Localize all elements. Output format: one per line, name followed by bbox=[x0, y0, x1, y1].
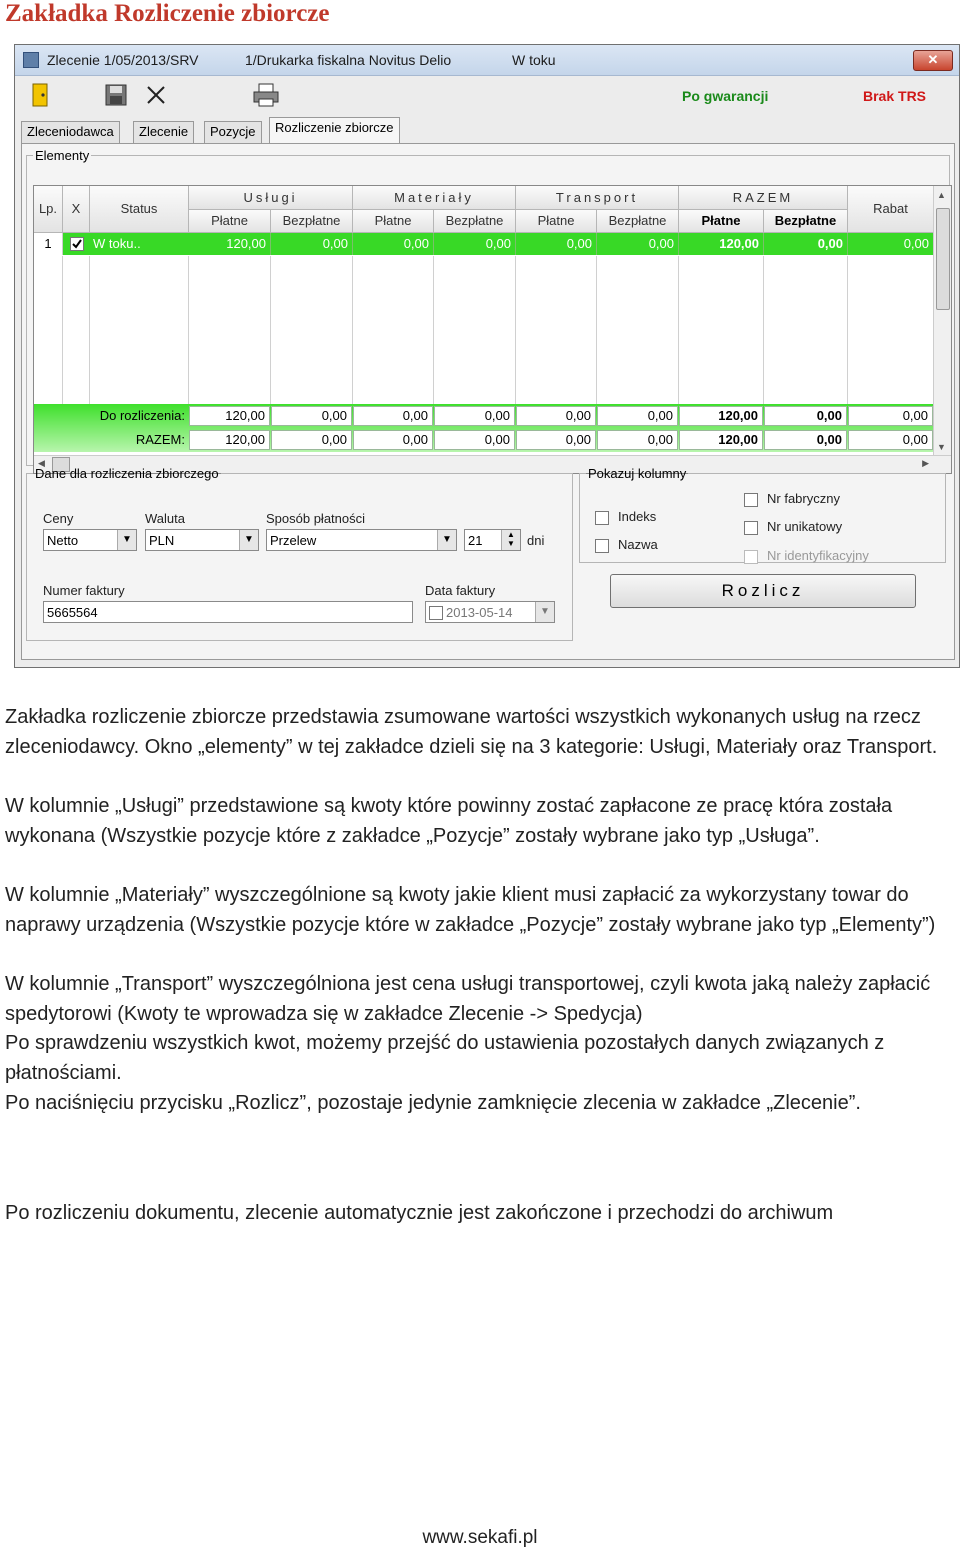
door-exit-icon[interactable] bbox=[27, 82, 53, 108]
row-materialy-platne: 0,00 bbox=[353, 233, 434, 255]
summary-value: 0,00 bbox=[597, 406, 678, 426]
row-status: W toku.. bbox=[93, 236, 141, 251]
group-transport: Transport bbox=[516, 186, 679, 210]
printer-icon[interactable] bbox=[251, 82, 277, 108]
row-rabat: 0,00 bbox=[903, 236, 929, 251]
row-uslugi-bezplatne: 0,00 bbox=[271, 233, 353, 255]
scroll-down-icon[interactable]: ▼ bbox=[937, 442, 946, 452]
paragraph: Po sprawdzeniu wszystkich kwot, możemy przejść do ustawienia pozostałych danych związanych z płatnościami. bbox=[5, 1032, 885, 1084]
group-uslugi: Usługi bbox=[189, 186, 353, 210]
row-transport-platne: 0,00 bbox=[516, 233, 597, 255]
summary-value: 0,00 bbox=[597, 430, 678, 450]
final-note: Po rozliczeniu dokumentu, zlecenie automatycznie jest zakończone i przechodzi do archiwum bbox=[5, 1202, 834, 1224]
nazwa-checkbox[interactable] bbox=[595, 539, 609, 553]
ceny-select[interactable] bbox=[43, 529, 137, 551]
row-lp: 1 bbox=[44, 236, 52, 251]
elements-group bbox=[26, 148, 950, 466]
sposob-platnosci-select[interactable] bbox=[266, 529, 457, 551]
paragraph: Po naciśnięciu przycisku „Rozlicz”, pozostaje jedynie zamknięcie zlecenia w zakładce „Zlecenie”. bbox=[5, 1092, 861, 1114]
summary-value: 0,00 bbox=[764, 430, 847, 450]
cancel-icon[interactable] bbox=[143, 82, 169, 108]
summary-value: 120,00 bbox=[189, 406, 270, 426]
scroll-left-icon[interactable]: ◀ bbox=[38, 458, 45, 468]
app-window bbox=[14, 44, 960, 668]
col-lp[interactable]: Lp. bbox=[34, 186, 63, 233]
show-columns-legend: Pokazuj kolumny bbox=[588, 466, 687, 481]
paragraph: W kolumnie „Transport” wyszczególniona jest cena usługi transportowej, czyli kwota jaką należy zapłacić spedytorowi (Kwoty te wprowadza się w zakładce Zlecenie -> Spedycja) bbox=[5, 973, 931, 1025]
paragraph: Zakładka rozliczenie zbiorcze przedstawia zsumowane wartości wszystkich wykonanych usług na rzecz zleceniodawcy. Okno „elementy” w tej zakładce dzieli się na 3 kategorie: Usługi, Materiały oraz Transport. bbox=[5, 706, 938, 758]
summary-value: 0,00 bbox=[271, 430, 352, 450]
group-materialy: Materiały bbox=[353, 186, 516, 210]
summary-label: RAZEM: bbox=[135, 432, 185, 447]
group-razem: RAZEM bbox=[679, 186, 848, 210]
row-uslugi-platne: 120,00 bbox=[189, 233, 271, 255]
billing-data-group bbox=[26, 466, 573, 641]
chevron-down-icon[interactable]: ▼ bbox=[535, 602, 554, 622]
scroll-right-icon[interactable]: ▶ bbox=[922, 458, 929, 468]
dni-label: dni bbox=[527, 533, 545, 548]
warranty-status: Po gwarancji bbox=[682, 88, 769, 104]
summary-value: 0,00 bbox=[434, 430, 515, 450]
billing-legend: Dane dla rozliczenia zbiorczego bbox=[35, 466, 219, 481]
col-uslugi-platne[interactable]: Płatne bbox=[189, 210, 271, 233]
col-razem-bezplatne[interactable]: Bezpłatne bbox=[764, 210, 848, 233]
summary-value: 120,00 bbox=[679, 406, 763, 426]
dni-stepper[interactable] bbox=[464, 529, 521, 551]
sposob-platnosci-value: Przelew bbox=[270, 533, 317, 548]
trs-status: Brak TRS bbox=[863, 88, 927, 104]
data-faktury-value: 2013-05-14 bbox=[446, 605, 513, 620]
summary-value: 0,00 bbox=[516, 406, 596, 426]
sposob-platnosci-label: Sposób płatności bbox=[266, 511, 366, 526]
chevron-down-icon[interactable]: ▼ bbox=[437, 530, 456, 550]
close-button[interactable]: ✕ bbox=[913, 50, 953, 71]
dni-value: 21 bbox=[468, 533, 483, 548]
title-bar bbox=[15, 45, 959, 76]
row-materialy-bezplatne: 0,00 bbox=[434, 233, 516, 255]
col-status[interactable]: Status bbox=[90, 186, 189, 233]
data-faktury-label: Data faktury bbox=[425, 583, 496, 598]
col-razem-platne[interactable]: Płatne bbox=[679, 210, 764, 233]
vertical-scrollbar[interactable] bbox=[933, 186, 951, 456]
app-icon bbox=[23, 52, 39, 68]
col-transport-platne[interactable]: Płatne bbox=[516, 210, 597, 233]
nazwa-label: Nazwa bbox=[618, 537, 658, 552]
col-transport-bezplatne[interactable]: Bezpłatne bbox=[597, 210, 679, 233]
summary-value: 120,00 bbox=[189, 430, 270, 450]
stepper-arrows-icon[interactable]: ▲ ▼ bbox=[501, 530, 520, 550]
summary-value: 0,00 bbox=[516, 430, 596, 450]
row-razem-platne: 120,00 bbox=[679, 233, 764, 255]
row-razem-bezplatne: 0,00 bbox=[764, 233, 848, 255]
indeks-checkbox[interactable] bbox=[595, 511, 609, 525]
nr-fabryczny-label: Nr fabryczny bbox=[767, 491, 840, 506]
document-title: Zakładka Rozliczenie zbiorcze bbox=[5, 0, 330, 27]
window-title-order: Zlecenie 1/05/2013/SRV bbox=[47, 52, 199, 68]
summary-value: 0,00 bbox=[764, 406, 847, 426]
footer-url[interactable]: www.sekafi.pl bbox=[422, 1527, 538, 1548]
paragraph: W kolumnie „Materiały” wyszczególnione są kwoty jakie klient musi zapłacić za wykorzystany towar do naprawy urządzenia (Wszystkie pozycje które w zakładce „Pozycje” zostały wybrane jako typ „Elementy”) bbox=[5, 884, 936, 936]
summary-value: 120,00 bbox=[679, 430, 763, 450]
ceny-label: Ceny bbox=[43, 511, 74, 526]
waluta-value: PLN bbox=[149, 533, 175, 548]
elements-grid[interactable] bbox=[33, 185, 952, 474]
tab-panel bbox=[21, 143, 955, 660]
nr-identyfikacyjny-label: Nr identyfikacyjny bbox=[767, 548, 869, 563]
window-title-device: 1/Drukarka fiskalna Novitus Delio bbox=[245, 52, 452, 68]
summary-label: Do rozliczenia: bbox=[99, 408, 185, 423]
col-materialy-platne[interactable]: Płatne bbox=[353, 210, 434, 233]
summary-value: 0,00 bbox=[848, 406, 933, 426]
show-columns-group bbox=[579, 466, 946, 563]
indeks-label: Indeks bbox=[618, 509, 657, 524]
numer-faktury-label: Numer faktury bbox=[43, 583, 125, 598]
scroll-thumb[interactable] bbox=[936, 208, 950, 310]
tab-rozliczenie-zbiorcze[interactable]: Rozliczenie zbiorcze bbox=[269, 117, 400, 144]
paragraph: W kolumnie „Usługi” przedstawione są kwoty które powinny zostać zapłacone ze pracę która została wykonana (Wszystkie pozycje które z zakładce „Pozycje” zostały wybrane jako typ „Usługa”. bbox=[5, 795, 893, 847]
save-icon[interactable] bbox=[103, 82, 129, 108]
summary-value: 0,00 bbox=[271, 406, 352, 426]
tab-zlecenie[interactable]: Zlecenie bbox=[133, 121, 194, 143]
chevron-down-icon[interactable]: ▼ bbox=[117, 530, 136, 550]
waluta-label: Waluta bbox=[145, 511, 185, 526]
ceny-value: Netto bbox=[47, 533, 79, 548]
col-rabat[interactable]: Rabat bbox=[848, 186, 934, 233]
data-faktury-checkbox[interactable] bbox=[429, 606, 443, 620]
nr-unikatowy-checkbox[interactable] bbox=[744, 521, 758, 535]
elements-legend: Elementy bbox=[35, 148, 90, 163]
col-uslugi-bezplatne[interactable]: Bezpłatne bbox=[271, 210, 353, 233]
toolbar bbox=[15, 76, 959, 116]
row-checkbox[interactable] bbox=[70, 237, 84, 251]
scroll-up-icon[interactable]: ▲ bbox=[937, 190, 946, 200]
tab-pozycje[interactable]: Pozycje bbox=[204, 121, 262, 143]
waluta-select[interactable] bbox=[145, 529, 259, 551]
tab-zleceniodawca[interactable]: Zleceniodawca bbox=[21, 121, 120, 143]
row-transport-bezplatne: 0,00 bbox=[597, 233, 679, 255]
summary-value: 0,00 bbox=[848, 430, 933, 450]
col-x[interactable]: X bbox=[63, 186, 90, 233]
summary-value: 0,00 bbox=[353, 406, 433, 426]
window-title-status: W toku bbox=[512, 52, 556, 68]
nr-unikatowy-label: Nr unikatowy bbox=[767, 519, 843, 534]
summary-value: 0,00 bbox=[434, 406, 515, 426]
col-materialy-bezplatne[interactable]: Bezpłatne bbox=[434, 210, 516, 233]
data-faktury-picker[interactable] bbox=[425, 601, 555, 623]
rozlicz-button[interactable]: Rozlicz bbox=[610, 574, 916, 608]
nr-fabryczny-checkbox[interactable] bbox=[744, 493, 758, 507]
summary-value: 0,00 bbox=[353, 430, 433, 450]
chevron-down-icon[interactable]: ▼ bbox=[239, 530, 258, 550]
nr-identyfikacyjny-checkbox[interactable] bbox=[744, 550, 758, 564]
numer-faktury-input[interactable]: 5665564 bbox=[43, 601, 413, 623]
